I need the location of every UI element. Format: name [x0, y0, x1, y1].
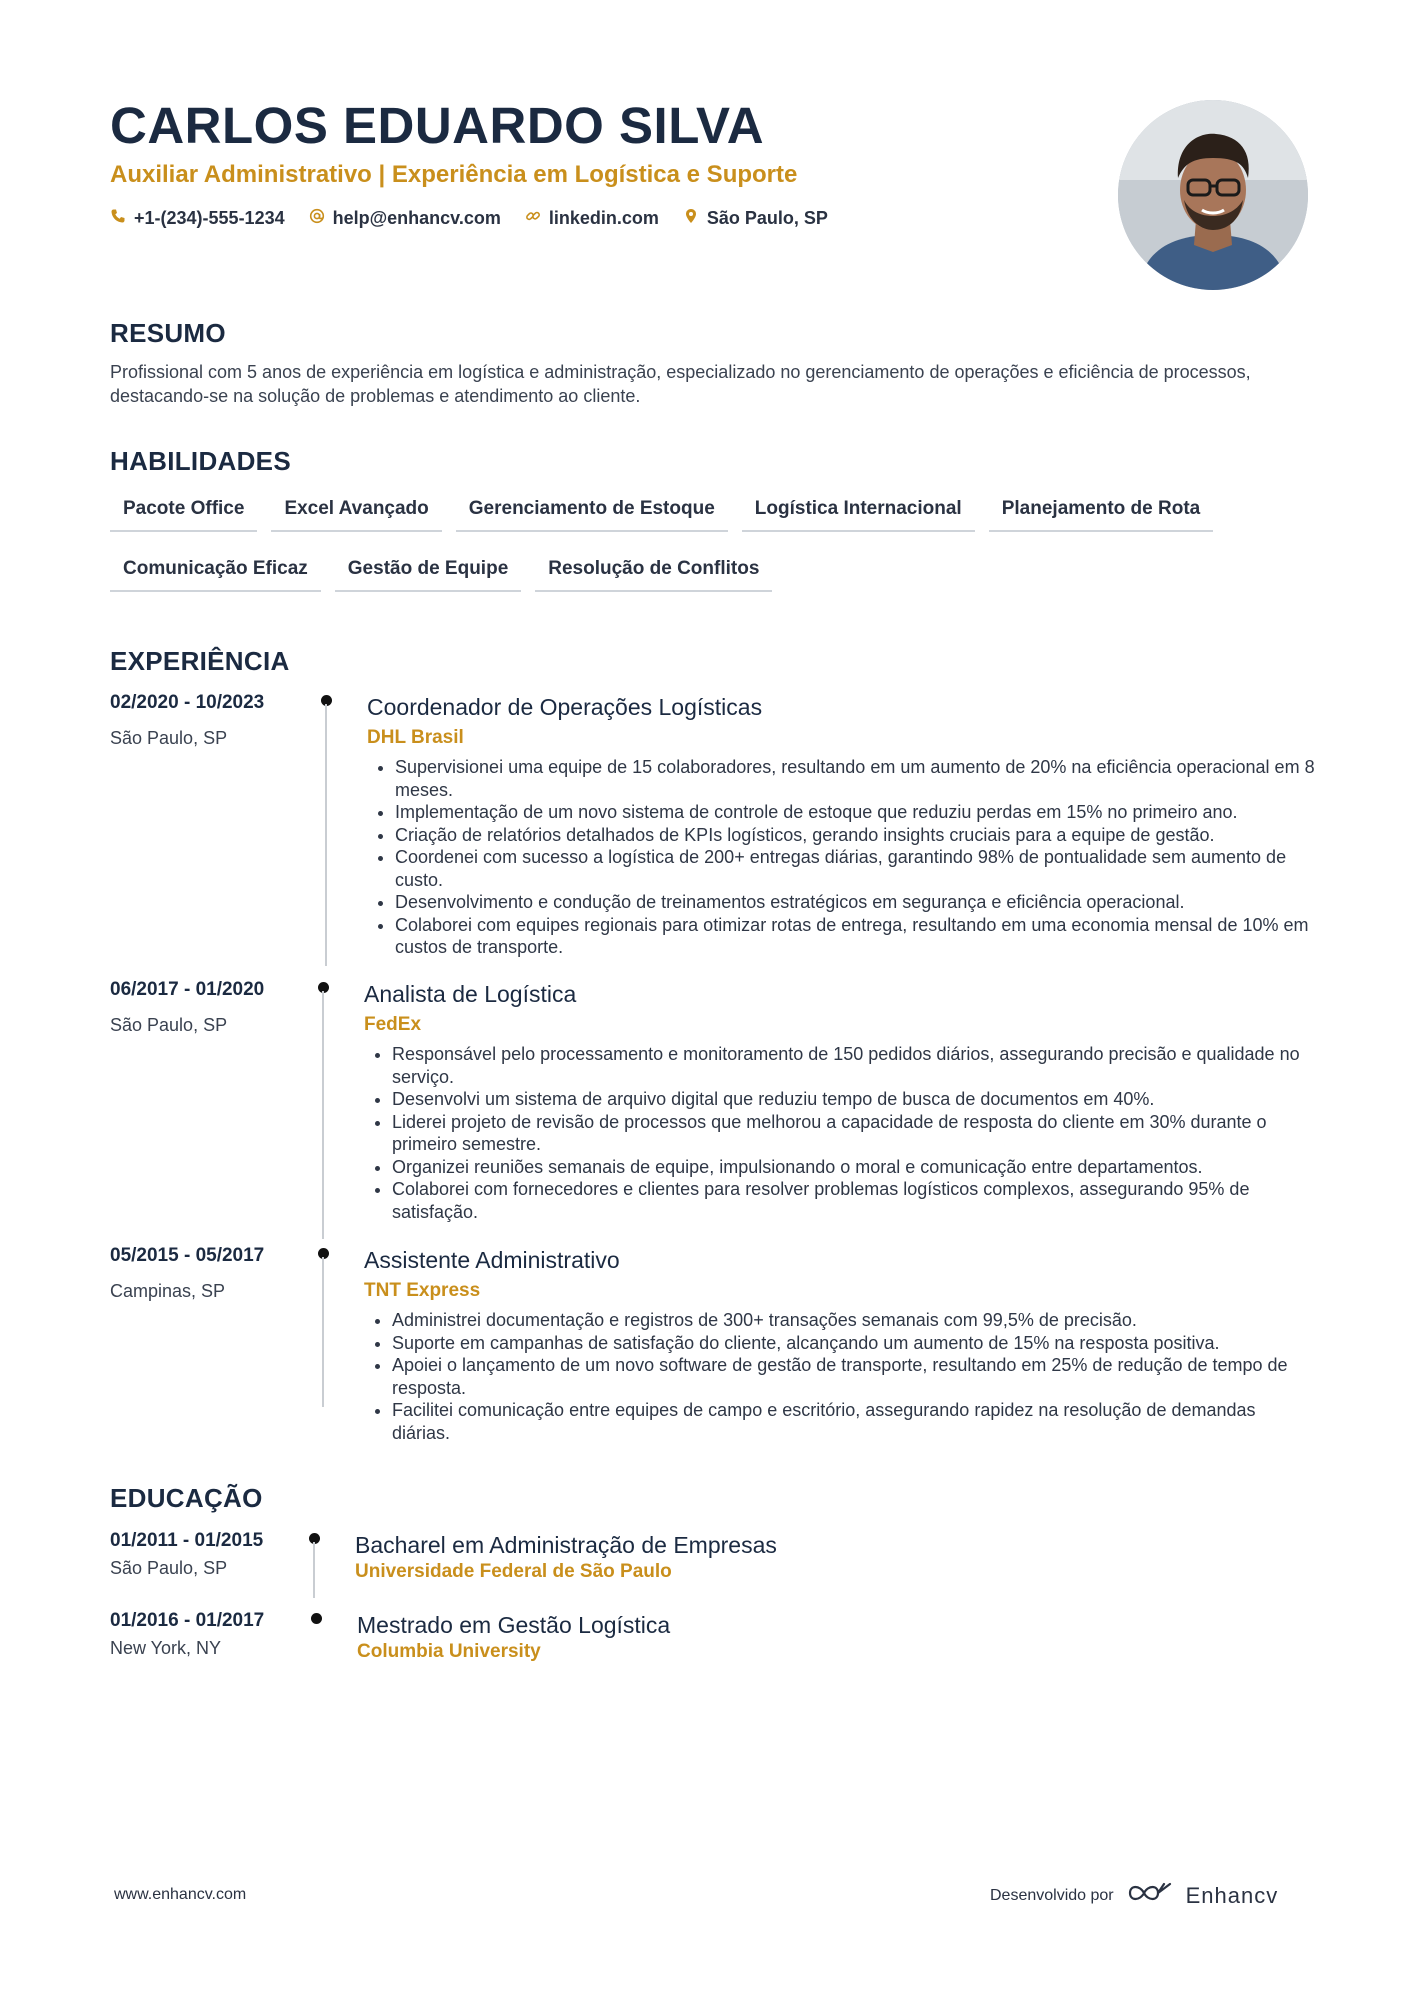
bullet-item: • Suporte em campanhas de satisfação do cliente, alcançando um aumento de 15% na resposta positiva.: [392, 1332, 1314, 1355]
enhancv-logo-icon: [1126, 1880, 1174, 1911]
edu-location: São Paulo, SP: [110, 1558, 228, 1578]
skills-heading: HABILIDADES: [110, 446, 291, 476]
contact-list: [110, 208, 1090, 229]
skill-tag: Planejamento de Rota: [989, 494, 1214, 532]
edu-dates: 01/2016 - 01/2017: [110, 1610, 265, 1631]
company-name: DHL Brasil: [367, 727, 464, 748]
skill-tag: Logística Internacional: [742, 494, 975, 532]
bullet-item: • Responsável pelo processamento e monitoramento de 150 pedidos diários, assegurando precisão e qualidade no serviço.: [392, 1043, 1314, 1088]
school-name: Columbia University: [357, 1641, 541, 1662]
timeline-line: [325, 704, 327, 966]
job-details: [364, 1245, 1314, 1444]
timeline-line: [322, 1257, 324, 1407]
skill-tag: Comunicação Eficaz: [110, 554, 321, 592]
job-location: Campinas, SP: [110, 1281, 226, 1301]
experience-heading: EXPERIÊNCIA: [110, 646, 290, 676]
skills-list: [110, 494, 1310, 614]
headline: Auxiliar Administrativo | Experiência em Logística e Suporte: [110, 161, 798, 188]
contact-phone: [110, 208, 285, 229]
skill-tag: Resolução de Conflitos: [535, 554, 772, 592]
experience-item: [110, 979, 1310, 1239]
footer-branding: [990, 1880, 1278, 1911]
bullet-item: • Colaborei com fornecedores e clientes para resolver problemas logísticos complexos, assegurando 95% de satisfação.: [392, 1178, 1314, 1223]
job-title: Assistente Administrativo: [364, 1247, 620, 1273]
powered-by-label: Desenvolvido por: [990, 1886, 1114, 1904]
degree-title: Mestrado em Gestão Logística: [357, 1612, 671, 1638]
job-title: Analista de Logística: [364, 981, 577, 1007]
bullet-item: • Apoiei o lançamento de um novo software de gestão de transporte, resultando em 25% de redução de tempo de resposta.: [392, 1354, 1314, 1399]
location-pin-icon: [683, 208, 699, 229]
bullet-item: • Implementação de um novo sistema de controle de estoque que reduziu perdas em 15% no primeiro ano.: [395, 801, 1317, 824]
job-details: [364, 979, 1314, 1223]
job-location: São Paulo, SP: [110, 1015, 228, 1035]
experience-item: [110, 692, 1315, 972]
education-item: [110, 1530, 1310, 1610]
bullet-item: • Administrei documentação e registros de 300+ transações semanais com 99,5% de precisão.: [392, 1309, 1314, 1332]
phone-text: +1-(234)-555-1234: [134, 208, 285, 228]
footer-website[interactable]: www.enhancv.com: [114, 1886, 247, 1903]
contact-linkedin[interactable]: [525, 208, 659, 229]
job-bullets: [364, 1309, 1314, 1444]
skill-tag: Gestão de Equipe: [335, 554, 521, 592]
edu-details: [357, 1610, 670, 1664]
bullet-item: • Liderei projeto de revisão de processos que melhorou a capacidade de resposta do cliente em 30% durante o primeiro semestre.: [392, 1111, 1314, 1156]
experience-item: [110, 1245, 1310, 1445]
summary-heading: RESUMO: [110, 318, 226, 348]
degree-title: Bacharel em Administração de Empresas: [355, 1532, 777, 1558]
bullet-item: • Coordenei com sucesso a logística de 200+ entregas diárias, garantindo 98% de pontualidade sem aumento de custo.: [395, 846, 1317, 891]
bullet-item: • Desenvolvimento e condução de treinamentos estratégicos em segurança e eficiência operacional.: [395, 891, 1317, 914]
education-item: [110, 1610, 1310, 1690]
school-name: Universidade Federal de São Paulo: [355, 1561, 672, 1582]
company-name: FedEx: [364, 1014, 422, 1035]
timeline-dot: [311, 1613, 322, 1624]
at-icon: [309, 208, 325, 229]
candidate-name: CARLOS EDUARDO SILVA: [110, 97, 765, 154]
contact-email[interactable]: [309, 208, 501, 229]
edu-details: [355, 1530, 777, 1584]
link-icon: [525, 208, 541, 229]
job-dates: 02/2020 - 10/2023: [110, 692, 265, 713]
location-text: São Paulo, SP: [706, 208, 828, 228]
company-name: TNT Express: [364, 1280, 481, 1301]
job-dates: 06/2017 - 01/2020: [110, 979, 265, 1000]
brand-name: Enhancv: [1185, 1882, 1279, 1908]
linkedin-text: linkedin.com: [548, 208, 659, 228]
header: [110, 96, 1090, 229]
bullet-item: • Colaborei com equipes regionais para otimizar rotas de entrega, resultando em uma economia mensal de 10% em custos de transporte.: [395, 914, 1317, 959]
bullet-item: • Organizei reuniões semanais de equipe, impulsionando o moral e comunicação entre departamentos.: [392, 1156, 1314, 1179]
job-details: [367, 692, 1317, 959]
skills-row: [110, 494, 1310, 532]
bullet-item: • Supervisionei uma equipe de 15 colaboradores, resultando em um aumento de 20% na eficiência operacional em 8 meses.: [395, 756, 1317, 801]
skill-tag: Gerenciamento de Estoque: [456, 494, 728, 532]
bullet-item: • Facilitei comunicação entre equipes de campo e escritório, assegurando rapidez na resolução de demandas diárias.: [392, 1399, 1314, 1444]
profile-photo: [1118, 100, 1308, 290]
education-heading: EDUCAÇÃO: [110, 1483, 263, 1513]
job-title: Coordenador de Operações Logísticas: [367, 694, 763, 720]
email-text: help@enhancv.com: [332, 208, 501, 228]
job-location: São Paulo, SP: [110, 728, 228, 748]
timeline-line: [322, 991, 324, 1239]
edu-dates: 01/2011 - 01/2015: [110, 1530, 264, 1551]
bullet-item: • Desenvolvi um sistema de arquivo digital que reduziu tempo de busca de documentos em 40%.: [392, 1088, 1314, 1111]
skill-tag: Pacote Office: [110, 494, 257, 532]
summary-text: Profissional com 5 anos de experiência em logística e administração, especializado no gerenciamento de operações e eficiência de processos, destacando-se na solução de problemas e atendimento ao cliente.: [110, 362, 1251, 406]
skills-row: [110, 554, 1310, 592]
timeline-line: [313, 1542, 315, 1598]
skill-tag: Excel Avançado: [271, 494, 441, 532]
edu-location: New York, NY: [110, 1638, 222, 1658]
job-bullets: [364, 1043, 1314, 1223]
job-dates: 05/2015 - 05/2017: [110, 1245, 265, 1266]
job-bullets: [367, 756, 1317, 959]
bullet-item: • Criação de relatórios detalhados de KPIs logísticos, gerando insights cruciais para a equipe de gestão.: [395, 824, 1317, 847]
contact-location: [683, 208, 828, 229]
phone-icon: [110, 208, 126, 229]
